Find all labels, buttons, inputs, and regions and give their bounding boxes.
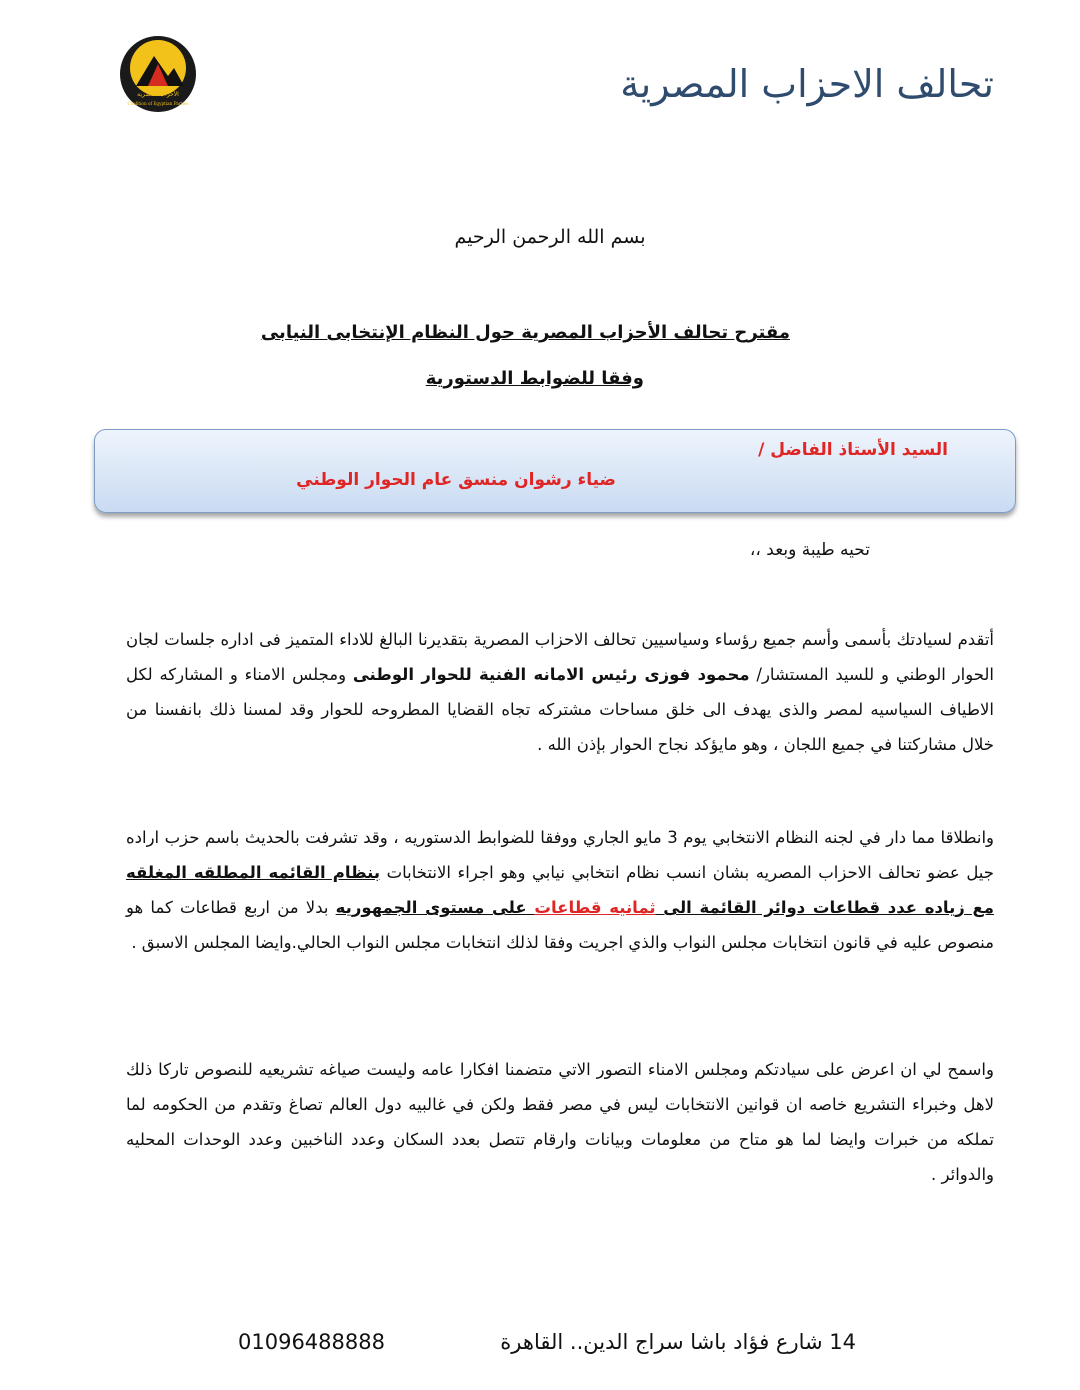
coalition-logo <box>118 34 198 114</box>
paragraph-1 <box>126 622 994 762</box>
paragraph-1-text-a: أتقدم لسيادتك بأسمى وأسم جميع رؤساء وسياسيين تحالف الاحزاب المصرية بتقديرنا البالغ للاداء المتميز فى اداره جلسات لجان الحوار الوطني و للسيد المستشار/ <box>126 630 994 684</box>
footer-address: 14 شارع فؤاد باشا سراج الدين.. القاهرة <box>500 1330 856 1354</box>
addressee-salutation: السيد الأستاذ الفاضل / <box>758 440 948 460</box>
paragraph-2 <box>126 820 994 960</box>
paragraph-2-text-b: بدلا من اربع قطاعات كما هو منصوص عليه في قانون انتخابات مجلس النواب والذي اجريت وفقا لذلك انتخابات مجلس النواب الحالي.وايضا المجلس الاسبق . <box>126 898 994 952</box>
logo-english-text: Coalition of Egyptian Parties <box>127 101 189 106</box>
subject-line-2: وفقا للضوابط الدستورية <box>425 368 644 389</box>
subject-line-1: مقترح تحالف الأحزاب المصرية حول النظام الإنتخابى النيابى <box>260 322 790 343</box>
logo-arabic-text: الأحزاب المصرية <box>137 91 179 98</box>
basmala: بسم الله الرحمن الرحيم <box>454 226 646 248</box>
paragraph-1-text-b: ومجلس الامناء و المشاركه لكل الاطياف السياسيه لمصر والذى يهدف الى خلق مساحات مشتركه تجاه القضايا المطروحه للحوار وقد لمسنا ذلك بانفسنا من خلال مشاركتنا في جميع اللجان ، وهو مايؤكد نجاح الحوار بإذن الله . <box>126 665 994 754</box>
paragraph-2-text-a: وانطلاقا مما دار في لجنه النظام الانتخابي يوم 3 مايو الجاري ووفقا للضوابط الدستوريه ، وقد تشرفت بالحديث باسم حزب اراده جيل عضو تحالف الاحزاب المصريه بشان انسب نظام انتخابي نيابي وهو اجراء الانتخابات <box>126 828 995 882</box>
paragraph-2-bold-level: على مستوى الجمهوريه <box>335 898 535 917</box>
footer-phone: 01096488888 <box>238 1330 385 1354</box>
organization-title: تحالف الاحزاب المصرية <box>620 62 994 106</box>
paragraph-3: واسمح لي ان اعرض على سيادتكم ومجلس الامناء التصور الاتي متضمنا افكارا عامه وليست صياغه تشريعيه للنصوص تاركا ذلك لاهل وخبراء التشريع خاصه ان قوانين الانتخابات ليس في مصر فقط ولكن في غالبيه دول العالم تصاغ وتقدم من الحكومه لما تملكه من خبرات وايضا لما هو متاح من معلومات وبيانات وارقام تتصل بعدد السكان وعدد الناخبين وعدد الوحدات المحليه والدوائر . <box>126 1060 994 1184</box>
paragraph-2-bold-system: بنظام القائمه المطلقه المغلقه مع زياده عدد قطاعات دوائر القائمة الى <box>126 863 994 917</box>
logo-top-text: تحالف <box>151 43 165 49</box>
paragraph-1-bold-name: محمود فوزى رئيس الامانه الفنية للحوار الوطنى <box>352 665 750 684</box>
greeting: تحيه طيبة وبعد ،، <box>749 540 870 560</box>
paragraph-2-red-sectors: ثمانيه قطاعات <box>534 898 656 917</box>
addressee-name: ضياء رشوان منسق عام الحوار الوطني <box>296 470 616 490</box>
